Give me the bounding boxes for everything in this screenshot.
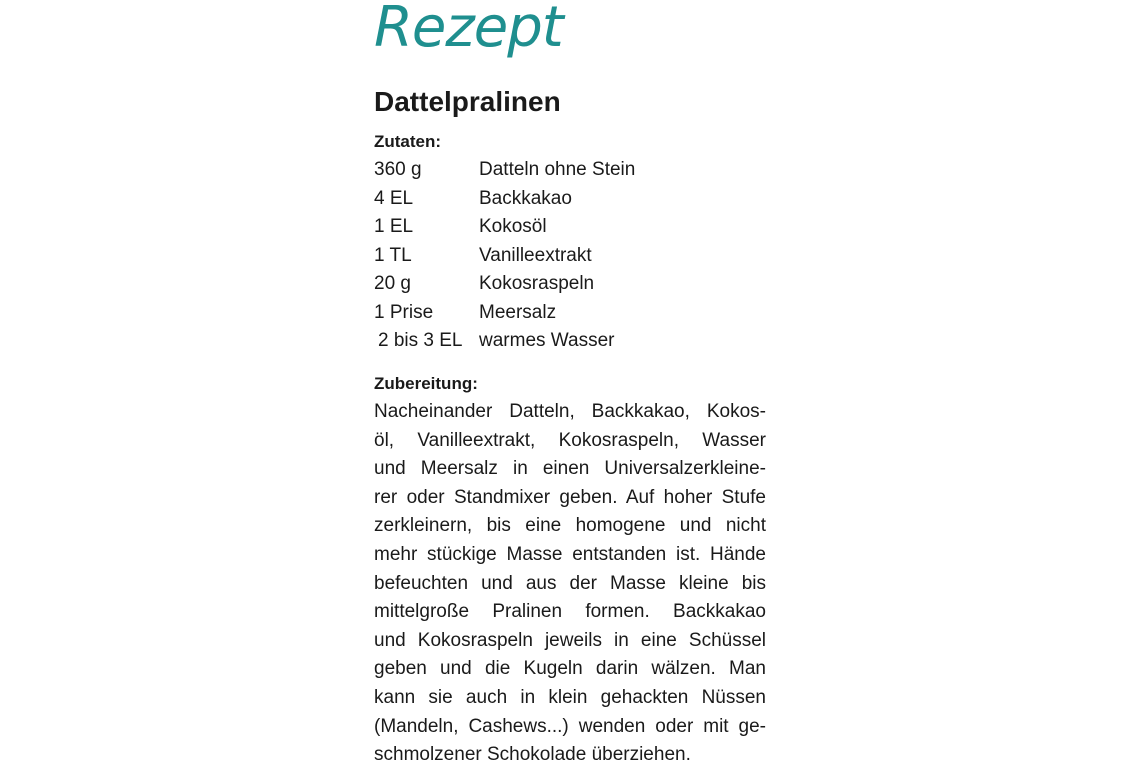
ingredient-name: Kokosöl [479,216,547,237]
preparation-line: zerkleinern, bis eine homogene und nicht [374,515,766,537]
ingredient-row [374,185,774,214]
ingredient-quantity: 1 TL [374,244,412,266]
preparation-line: (Mandeln, Cashews...) wenden oder mit ge- [374,715,766,737]
ingredient-quantity: 360 g [374,159,422,180]
preparation-label: Zubereitung: [374,374,478,393]
preparation-line: geben und die Kugeln darin wälzen. Man [374,658,766,680]
ingredient-row [374,213,774,242]
preparation-line: und Meersalz in einen Universalzerkleine- [374,458,766,480]
preparation-line: öl, Vanilleextrakt, Kokosraspeln, Wasser [374,429,766,451]
ingredient-quantity: 4 EL [374,187,414,209]
ingredient-quantity: 1 Prise [374,301,434,323]
ingredient-row [374,242,774,271]
ingredient-row [374,156,774,185]
recipe-title: Dattelpralinen [374,86,561,117]
ingredient-name: Meersalz [479,301,557,323]
ingredient-name: warmes Wasser [479,330,615,351]
preparation-line: befeuchten und aus der Masse kleine bis [374,572,766,594]
section-kicker: Rezept [374,0,563,60]
preparation-text [374,398,766,760]
preparation-line: kann sie auch in klein gehackten Nüssen [374,686,766,708]
ingredients-label: Zutaten: [374,132,442,151]
preparation-line: Nacheinander Datteln, Backkakao, Kokos- [374,401,766,422]
preparation-line: rer oder Standmixer geben. Auf hoher Stufe [374,486,766,508]
ingredient-name: Kokosraspeln [479,273,595,294]
preparation-line: und Kokosraspeln jeweils in eine Schüssel [374,629,766,651]
preparation-line: mehr stückige Masse entstanden ist. Hände [374,543,766,565]
ingredient-name: Vanilleextrakt [479,244,592,266]
ingredient-row [374,299,774,328]
ingredient-quantity: 20 g [374,273,411,294]
ingredient-quantity: 1 EL [374,216,414,237]
ingredient-name: Backkakao [479,187,572,209]
ingredient-name: Datteln ohne Stein [479,159,636,180]
ingredient-row [374,327,774,356]
preparation-line: mittelgroße Pralinen formen. Backkakao [374,601,766,623]
preparation-line: schmolzener Schokolade überziehen. [374,744,691,760]
ingredient-quantity: 2 bis 3 EL [378,330,463,351]
ingredients-list [374,156,774,356]
ingredient-row [374,270,774,299]
